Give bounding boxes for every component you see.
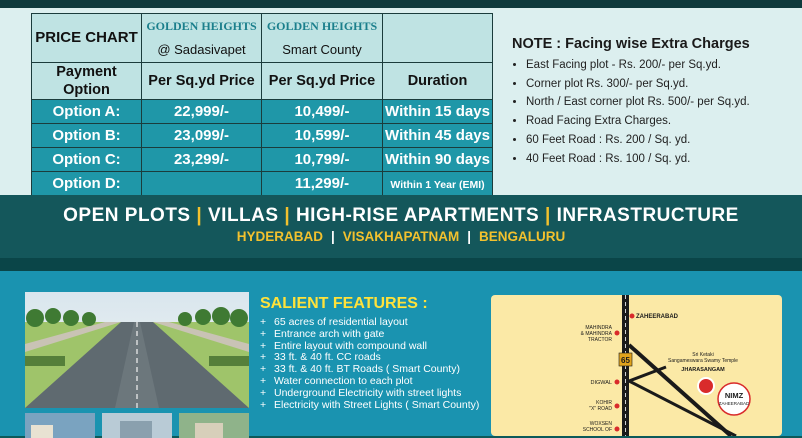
table-row [32, 124, 493, 148]
table-header-row [32, 14, 493, 63]
price-sadasivapet: 23,299/- [173, 151, 230, 168]
price-chart-title: PRICE CHART [35, 29, 138, 46]
column-header-row [32, 63, 493, 100]
project-name: GOLDEN HEIGHTS [146, 19, 257, 33]
list-item: • East Facing plot - Rs. 200/- per Sq.yd. [526, 56, 797, 75]
map-label-mahindra: & MAHINDRA [580, 331, 612, 337]
map-label-mahindra: MAHINDRA [585, 325, 612, 331]
price-chart-title-cell [32, 14, 142, 63]
map-label-temple: Sri Ketaki [692, 352, 714, 358]
offering-item: INFRASTRUCTURE [556, 205, 739, 226]
map-label-kohir: KOHIR [596, 400, 612, 406]
separator: | [284, 205, 291, 226]
plus-icon: + [260, 351, 267, 364]
offering-item: VILLAS [208, 205, 279, 226]
top-strip [0, 0, 802, 8]
price-chart-table [31, 13, 493, 196]
project-sadasivapet-cell [142, 14, 262, 63]
map-label-mahindra: TRACTOR [587, 337, 612, 343]
note-title: NOTE : Facing wise Extra Charges [512, 36, 750, 52]
table-row [32, 148, 493, 172]
duration: Within 45 days [385, 127, 490, 144]
map-label-nimz: NIMZ [724, 391, 744, 400]
option-label: Option D: [52, 175, 121, 192]
project-name: GOLDEN HEIGHTS [266, 19, 378, 33]
blank-header-cell [383, 14, 493, 63]
list-item: • North / East corner plot Rs. 500/- per Sq.yd. [526, 93, 797, 112]
feature-text: Entrance arch with gate [274, 327, 385, 340]
location-map [491, 295, 782, 436]
map-label-nimz-sub: ZAHEERABAD [718, 401, 750, 406]
project-smart-county-cell [262, 14, 383, 63]
separator: | [467, 229, 472, 244]
plus-icon: + [260, 374, 267, 387]
column-header: Duration [407, 73, 468, 89]
duration: Within 1 Year (EMI) [390, 179, 485, 191]
offerings-line [0, 205, 802, 227]
offering-item: OPEN PLOTS [63, 205, 191, 226]
separator: | [545, 205, 551, 226]
column-header: Per Sq.yd Price [148, 73, 255, 89]
separator: | [330, 229, 335, 244]
features-list [260, 317, 490, 411]
feature-text: Entire layout with compound wall [274, 339, 427, 352]
plus-icon: + [260, 386, 267, 399]
feature-text: 33 ft. & 40 ft. BT Roads ( Smart County) [274, 363, 460, 376]
offering-item: HIGH-RISE APARTMENTS [295, 205, 540, 226]
plus-icon: + [260, 398, 267, 411]
price-sadasivapet: 23,099/- [173, 127, 230, 144]
feature-text: 33 ft. & 40 ft. CC roads [274, 351, 381, 364]
cities-line [0, 229, 802, 244]
feature-text: Underground Electricity with street lights [274, 386, 462, 399]
city: HYDERABAD [236, 229, 323, 244]
thumbnail-strip [25, 413, 249, 438]
offerings-banner [0, 195, 802, 258]
table-row [32, 100, 493, 124]
list-item: • 60 Feet Road : Rs. 200 / Sq. yd. [526, 131, 797, 150]
price-smart-county: 10,799/- [294, 151, 350, 168]
feature-text: 65 acres of residential layout [274, 316, 408, 328]
option-label: Option A: [52, 103, 121, 120]
separator: | [196, 205, 203, 226]
list-item: • Road Facing Extra Charges. [526, 112, 797, 131]
city: BENGALURU [479, 229, 566, 244]
layout-render-image [25, 292, 249, 408]
map-label-woxsen: SCHOOL OF [582, 427, 612, 433]
features-title: SALIENT FEATURES : [260, 295, 428, 312]
price-panel [0, 8, 802, 195]
column-header: Payment Option [56, 64, 117, 98]
feature-text: Electricity with Street Lights ( Smart County) [274, 398, 480, 411]
map-label-temple: Sangameswara Swamy Temple [668, 358, 738, 364]
price-smart-county: 10,499/- [294, 103, 350, 120]
list-item [260, 400, 490, 412]
project-location: @ Sadasivapet [157, 42, 246, 57]
map-label-digwal: DIGWAL [590, 380, 612, 386]
column-header: Per Sq.yd Price [268, 73, 376, 89]
price-smart-county: 11,299/- [294, 175, 350, 192]
price-smart-county: 10,599/- [294, 127, 350, 144]
project-location: Smart County [282, 42, 362, 57]
table-row [32, 172, 493, 196]
plus-icon: + [260, 363, 267, 376]
price-sadasivapet: 22,999/- [173, 103, 230, 120]
note-list [512, 56, 797, 168]
city: VISAKHAPATNAM [342, 229, 460, 244]
option-label: Option B: [52, 127, 121, 144]
plus-icon: + [260, 339, 267, 352]
duration: Within 15 days [385, 103, 490, 120]
list-item: • 40 Feet Road : Rs. 100 / Sq. yd. [526, 150, 797, 169]
highway-number: 65 [621, 356, 630, 365]
map-label-woxsen: WOXSEN [589, 421, 612, 427]
plus-icon: + [260, 316, 267, 328]
duration: Within 90 days [385, 151, 490, 168]
plus-icon: + [260, 327, 267, 340]
map-label-zaheerabad: ZAHEERABAD [636, 314, 678, 320]
map-label-kohir: "X" ROAD [589, 406, 612, 412]
salient-features [260, 295, 490, 411]
option-label: Option C: [52, 151, 121, 168]
list-item: • Corner plot Rs. 300/- per Sq.yd. [526, 75, 797, 94]
feature-text: Water connection to each plot [274, 374, 413, 387]
divider-strip [0, 258, 802, 271]
map-label-jharasangam: JHARASANGAM [681, 367, 725, 373]
features-panel [0, 271, 802, 436]
extra-charges-note [512, 36, 797, 168]
